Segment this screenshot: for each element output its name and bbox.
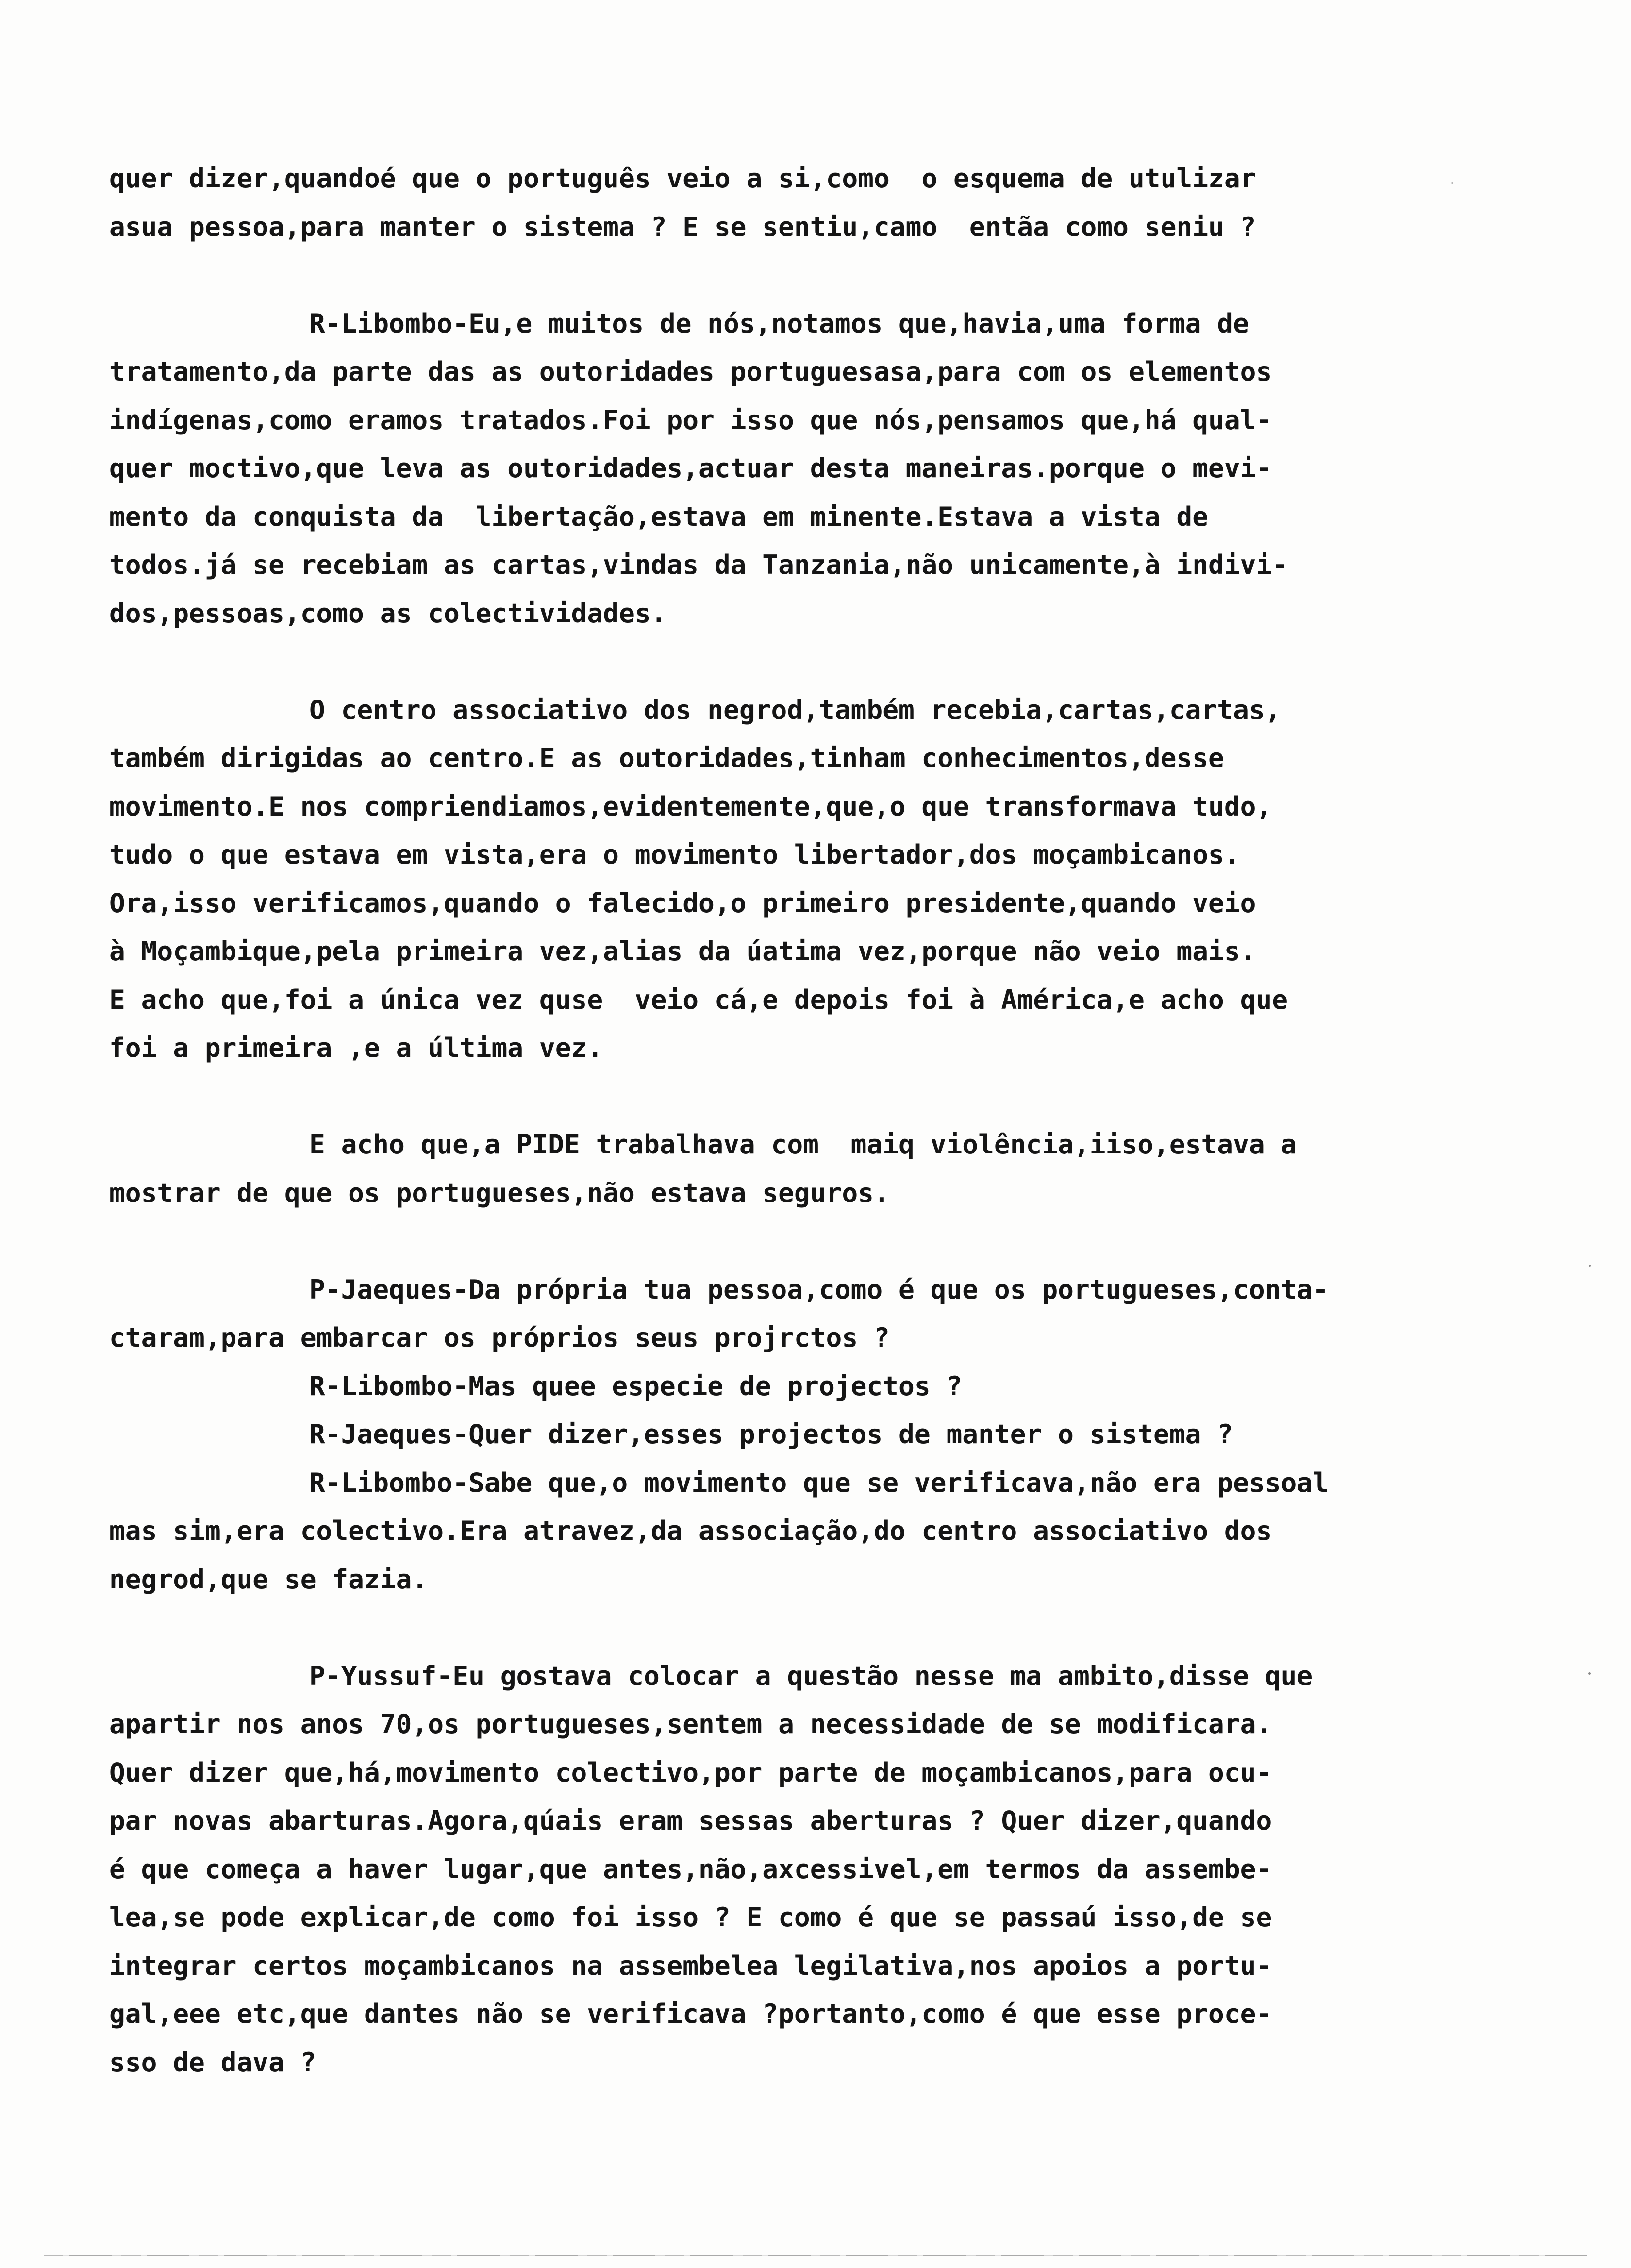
text-line: indígenas,como eramos tratados.Foi por isso que nós,pensamos que,há qual- bbox=[109, 404, 1272, 435]
text-line: dos,pessoas,como as colectividades. bbox=[109, 597, 667, 629]
text-line: é que começa a haver lugar,que antes,não,axcessivel,em termos da assembe- bbox=[109, 1853, 1272, 1884]
paragraph bbox=[109, 1652, 1546, 2087]
text-line: Ora,isso verificamos,quando o falecido,o primeiro presidente,quando veio bbox=[109, 887, 1256, 918]
text-line: apartir nos anos 70,os portugueses,sentem a necessidade de se modificara. bbox=[109, 1708, 1272, 1739]
text-line: P-Jaeques-Da própria tua pessoa,como é que os portugueses,conta- bbox=[309, 1273, 1329, 1305]
text-line: integrar certos moçambicanos na assembelea legilativa,nos apoios a portu- bbox=[109, 1950, 1272, 1981]
text-line: E acho que,foi a única vez quse veio cá,e depois foi à América,e acho que bbox=[109, 984, 1288, 1015]
text-line: O centro associativo dos negrod,também recebia,cartas,cartas, bbox=[309, 694, 1281, 725]
text-line: quer moctivo,que leva as outoridades,actuar desta maneiras.porque o mevi- bbox=[109, 452, 1272, 484]
scan-speck bbox=[1589, 1265, 1591, 1267]
text-line: gal,eee etc,que dantes não se verificava ?portanto,como é que esse proce- bbox=[109, 1998, 1272, 2029]
text-line: R-Libombo-Eu,e muitos de nós,notamos que,havia,uma forma de bbox=[309, 307, 1249, 339]
paragraph bbox=[109, 1410, 1546, 1459]
text-line: lea,se pode explicar,de como foi isso ? E como é que se passaú isso,de se bbox=[109, 1901, 1272, 1933]
text-line: negrod,que se fazia. bbox=[109, 1563, 428, 1595]
text-line: quer dizer,quandoé que o português veio a si,como o esquema de utulizar bbox=[109, 163, 1256, 194]
paragraph bbox=[109, 686, 1546, 1072]
text-line: R-Jaeques-Quer dizer,esses projectos de manter o sistema ? bbox=[309, 1418, 1233, 1450]
paragraph bbox=[109, 300, 1546, 638]
paragraph bbox=[109, 154, 1546, 251]
text-line: à Moçambique,pela primeira vez,alias da úatima vez,porque não veio mais. bbox=[109, 935, 1256, 967]
text-line: todos.já se recebiam as cartas,vindas da Tanzania,não unicamente,à indivi- bbox=[109, 549, 1288, 580]
text-line: tudo o que estava em vista,era o movimento libertador,dos moçambicanos. bbox=[109, 839, 1240, 870]
typed-text-body bbox=[109, 154, 1546, 2086]
paragraph bbox=[109, 1120, 1546, 1217]
text-line: também dirigidas ao centro.E as outoridades,tinham conhecimentos,desse bbox=[109, 742, 1224, 773]
text-line: sso de dava ? bbox=[109, 2046, 316, 2078]
text-line: tratamento,da parte das as outoridades portuguesasa,para com os elementos bbox=[109, 356, 1272, 387]
text-line: mento da conquista da libertação,estava em minente.Estava a vista de bbox=[109, 500, 1209, 532]
scan-speck bbox=[1451, 182, 1453, 184]
scan-speck bbox=[1588, 1672, 1591, 1675]
text-line: par novas abarturas.Agora,qúais eram sessas aberturas ? Quer dizer,quando bbox=[109, 1805, 1272, 1836]
paragraph bbox=[109, 1266, 1546, 1362]
text-line: Quer dizer que,há,movimento colectivo,por parte de moçambicanos,para ocu- bbox=[109, 1756, 1272, 1788]
paragraph bbox=[109, 1362, 1546, 1411]
text-line: R-Libombo-Sabe que,o movimento que se verificava,não era pessoal bbox=[309, 1467, 1329, 1498]
text-line: P-Yussuf-Eu gostava colocar a questão nesse ma ambito,disse que bbox=[309, 1660, 1313, 1691]
text-line: mas sim,era colectivo.Era atravez,da associação,do centro associativo dos bbox=[109, 1515, 1272, 1546]
paragraph bbox=[109, 1459, 1546, 1604]
text-line: foi a primeira ,e a última vez. bbox=[109, 1032, 603, 1063]
text-line: movimento.E nos compriendiamos,evidentemente,que,o que transformava tudo, bbox=[109, 790, 1272, 822]
text-line: E acho que,a PIDE trabalhava com maiq violência,iiso,estava a bbox=[309, 1129, 1297, 1160]
text-line: R-Libombo-Mas quee especie de projectos ? bbox=[309, 1370, 963, 1401]
text-line: mostrar de que os portugueses,não estava seguros. bbox=[109, 1177, 890, 1208]
text-line: ctaram,para embarcar os próprios seus projrctos ? bbox=[109, 1322, 890, 1353]
bottom-scan-edge bbox=[44, 2255, 1587, 2256]
text-line: asua pessoa,para manter o sistema ? E se sentiu,camo entãa como seniu ? bbox=[109, 211, 1256, 242]
